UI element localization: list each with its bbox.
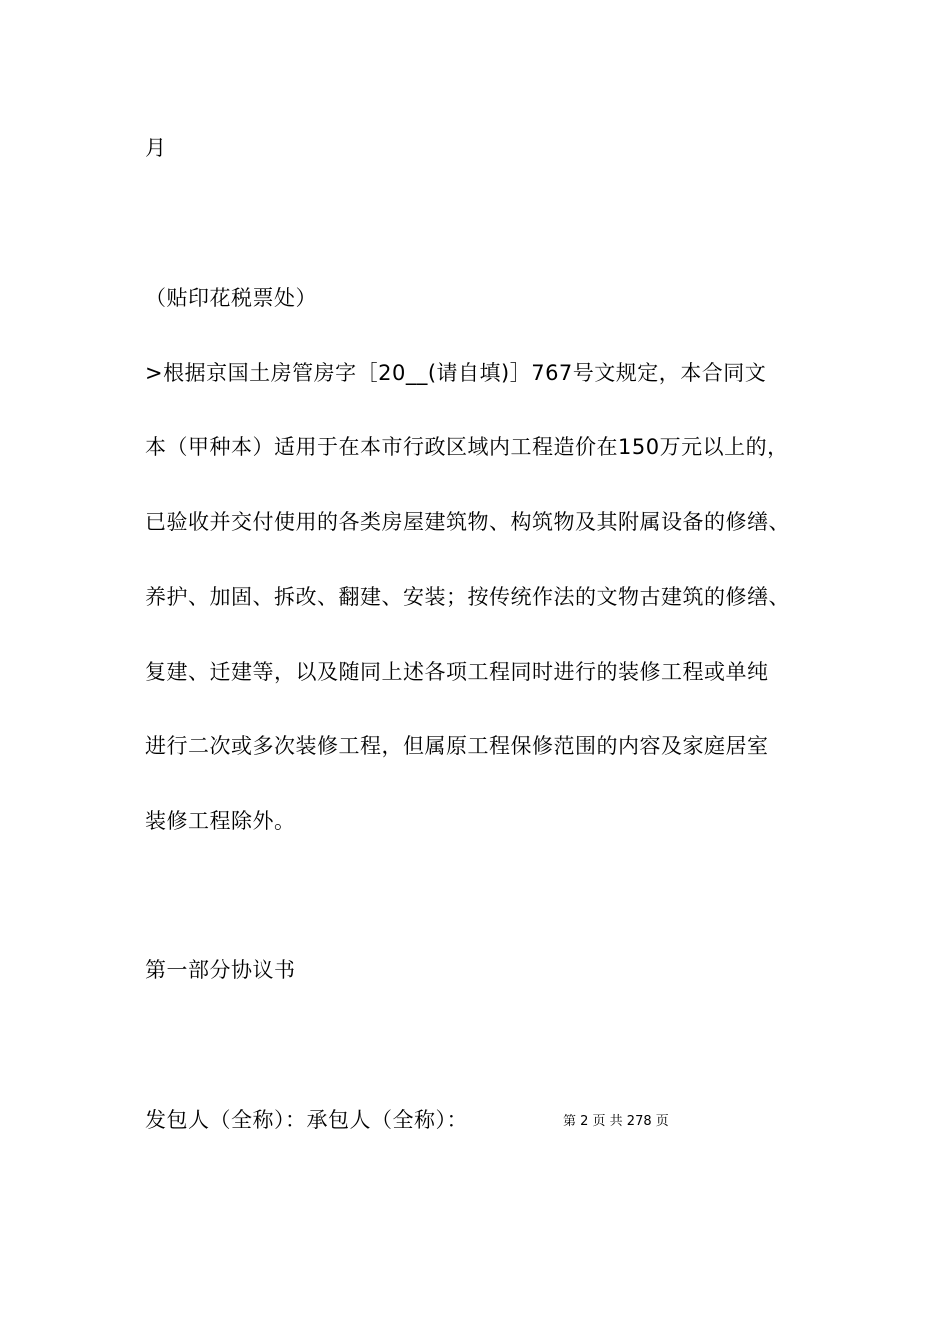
- stamp-note: （贴印花税票处）: [145, 286, 317, 310]
- paragraph-line: >根据京国土房管房字［20__(请自填)］767号文规定，本合同文: [145, 361, 767, 385]
- parties-line: 发包人（全称）：承包人（全称）：: [145, 1108, 468, 1132]
- paragraph-line: 装修工程除外。: [145, 809, 296, 833]
- paragraph-line: 进行二次或多次装修工程，但属原工程保修范围的内容及家庭居室: [145, 734, 769, 758]
- paragraph-line: 本（甲种本）适用于在本市行政区域内工程造价在150万元以上的，: [145, 435, 789, 459]
- page-indicator: 第 2 页 共 278 页: [563, 1114, 669, 1129]
- paragraph-line: 养护、加固、拆改、翻建、安装；按传统作法的文物古建筑的修缮、: [145, 585, 790, 609]
- paragraph-line: 已验收并交付使用的各类房屋建筑物、构筑物及其附属设备的修缮、: [145, 510, 790, 534]
- month-label: 月: [145, 136, 167, 160]
- section-title: 第一部分协议书: [145, 958, 296, 982]
- paragraph-line: 复建、迁建等，以及随同上述各项工程同时进行的装修工程或单纯: [145, 660, 769, 684]
